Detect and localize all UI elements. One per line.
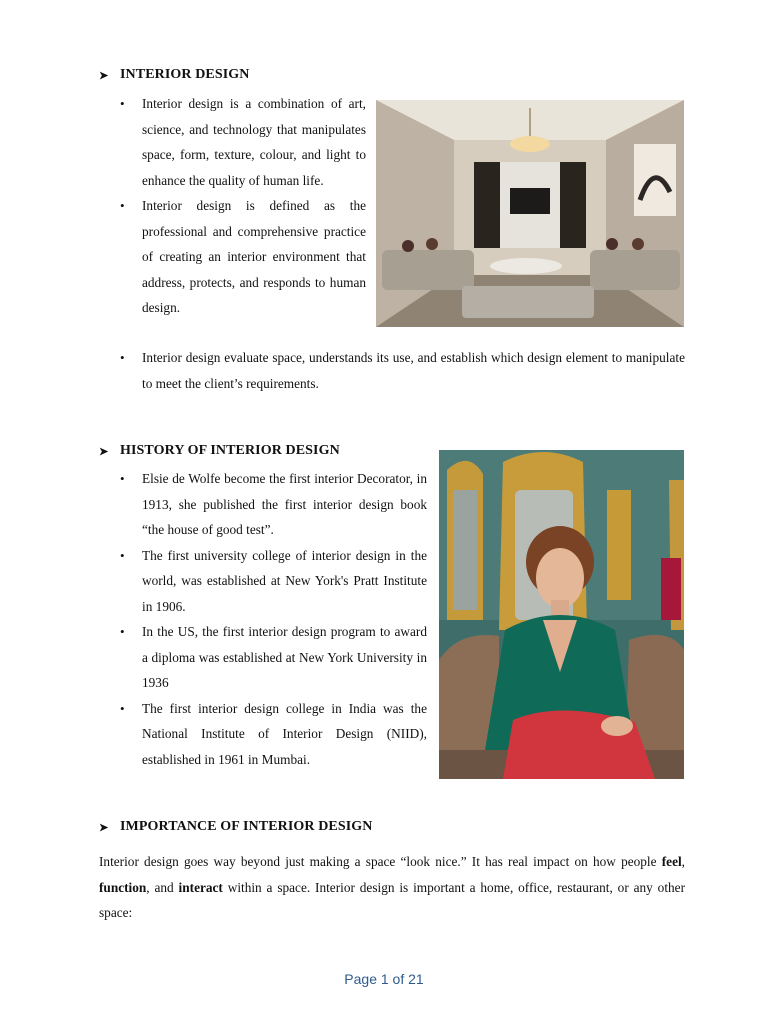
importance-paragraph bbox=[99, 849, 685, 926]
arrow-bullet-icon: ➤ bbox=[99, 821, 109, 834]
section-heading-history bbox=[99, 443, 340, 459]
emphasis-feel: feel bbox=[661, 854, 682, 869]
heading-text: IMPORTANCE OF INTERIOR DESIGN bbox=[120, 819, 373, 834]
arrow-bullet-icon: ➤ bbox=[99, 69, 109, 82]
list-item: • The first university college of interior design in the world, was established at New York's Pratt Institute in 1906. bbox=[120, 543, 427, 620]
list-item: • Elsie de Wolfe become the first interior Decorator, in 1913, she published the first interior design book “the house of good test”. bbox=[120, 466, 427, 543]
bullet-list-definitions bbox=[120, 91, 366, 321]
heading-text: INTERIOR DESIGN bbox=[120, 67, 250, 82]
portrait-photo bbox=[439, 450, 684, 779]
portrait-illustration bbox=[439, 450, 684, 779]
emphasis-interact: interact bbox=[178, 879, 223, 895]
emphasis-function: function bbox=[99, 879, 147, 895]
para-text: , and bbox=[146, 879, 179, 895]
list-item: • In the US, the first interior design program to award a diploma was established at New York University in 1936 bbox=[120, 619, 427, 696]
arrow-bullet-icon: ➤ bbox=[99, 445, 109, 458]
living-room-photo bbox=[376, 100, 684, 327]
list-item: • Interior design is defined as the professional and comprehensive practice of creating an interior environment that address, protects, and responds to human design. bbox=[120, 193, 366, 321]
para-text: within a space. Interior design is important a home, office, restaurant, or any other space: bbox=[99, 879, 685, 920]
list-item: • Interior design evaluate space, understands its use, and establish which design element to manipulate to meet the client’s requirements. bbox=[120, 345, 685, 396]
living-room-illustration bbox=[376, 100, 684, 327]
list-item: • Interior design is a combination of art, science, and technology that manipulates space, form, texture, colour, and light to enhance the quality of human life. bbox=[120, 91, 366, 193]
heading-text: HISTORY OF INTERIOR DESIGN bbox=[120, 443, 340, 458]
para-text: , bbox=[681, 854, 685, 869]
bullet-list-definitions-cont bbox=[120, 345, 685, 396]
para-text: Interior design goes way beyond just making a space “look nice.” It has real impact on how people bbox=[99, 854, 662, 869]
list-item: • The first interior design college in India was the National Institute of Interior Design (NIID), established in 1961 in Mumbai. bbox=[120, 696, 427, 773]
bullet-list-history bbox=[120, 466, 427, 772]
page-number: Page 1 of 21 bbox=[344, 971, 424, 987]
section-heading-importance bbox=[99, 819, 373, 835]
section-heading-interior-design bbox=[99, 67, 249, 83]
